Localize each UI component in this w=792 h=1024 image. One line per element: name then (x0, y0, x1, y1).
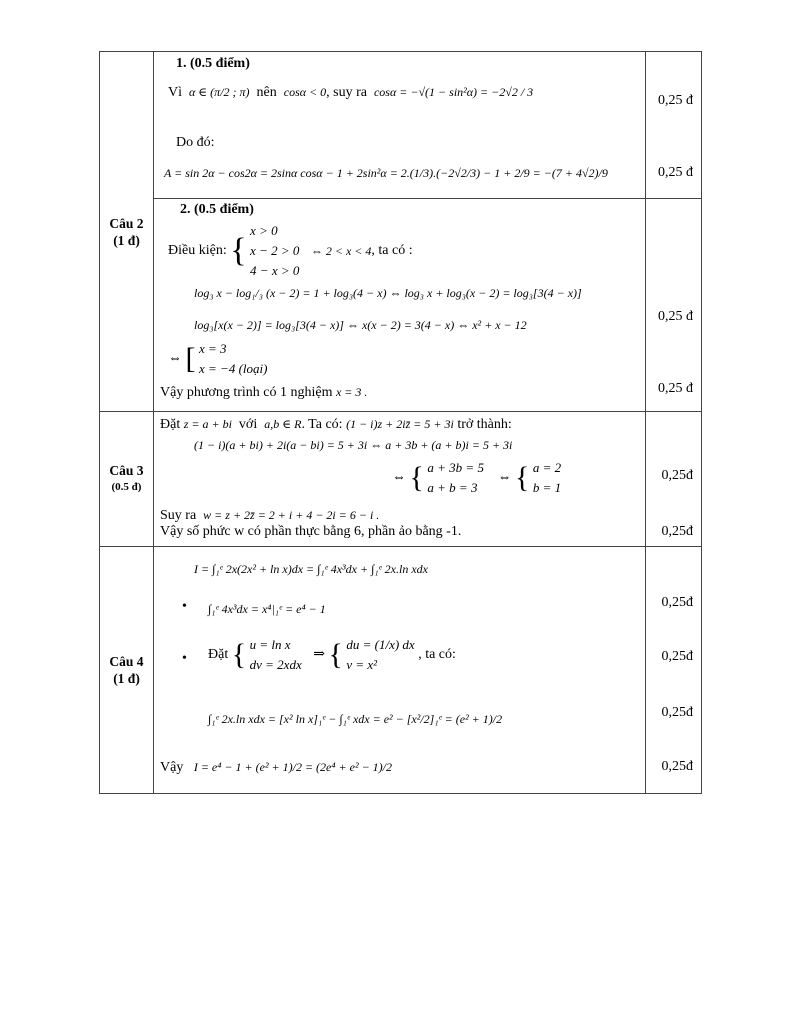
sysA-eq2: a + b = 3 (427, 480, 478, 495)
left-brace-2: { (328, 638, 343, 671)
suyra-text: Suy ra (160, 508, 197, 523)
cau4-integral-split: I = ∫₁ᵉ 2x(2x² + ln x)dx = ∫₁ᵉ 4x³dx + ∫₁ᵉ 2x.ln xdx (194, 562, 428, 576)
cau4-label: Câu 4 (109, 654, 144, 669)
cau3-systems (392, 458, 561, 498)
cau3-row (100, 412, 702, 547)
alpha-condition: α ∈ (π/2 ; π) (189, 85, 250, 99)
cond-1: x > 0 (250, 223, 278, 238)
cau2-points: (1 đ) (113, 232, 140, 248)
case-2: x = −4 (loại) (199, 361, 268, 376)
conclusion-value: x = 3 . (335, 385, 368, 399)
dieukien-text: Điều kiện: (168, 243, 227, 258)
cau4-score2: 0,25đ (661, 649, 693, 664)
cau3-score1: 0,25đ (661, 468, 693, 483)
left-brace-2: { (514, 461, 530, 494)
case-1: x = 3 (199, 341, 227, 356)
cau2-p1-line1 (168, 84, 533, 101)
sysB-eq2: b = 1 (532, 480, 562, 495)
sub-u: u = ln x (249, 637, 291, 652)
cau3-content (154, 412, 646, 547)
substitution-system (250, 635, 302, 675)
cau2-p2-score2: 0,25 đ (658, 381, 693, 396)
cau2-part2-scores (646, 199, 702, 412)
suyra-text: , suy ra (326, 85, 367, 100)
equiv-symbol: ⇔ (392, 470, 406, 485)
condition-system (250, 221, 299, 281)
cau2-label-cell (100, 52, 154, 412)
cau3-line1 (160, 416, 512, 433)
cau3-conclusion: Vậy số phức w có phần thực bằng 6, phần ảo bằng -1. (160, 524, 462, 539)
taco-text: , ta có: (418, 647, 456, 662)
cau4-conclusion (160, 759, 392, 776)
left-brace: { (231, 638, 247, 671)
vi-text: Vì (168, 85, 182, 100)
left-bracket: [ (185, 342, 196, 375)
solution-table (99, 51, 702, 794)
z-def: z = a + bi (183, 417, 232, 431)
cos-negative: cosα < 0 (283, 85, 327, 99)
cau2-part2-row (100, 199, 702, 412)
cau2-p2-log-eq2: log₃[x(x − 2)] = log₃[3(4 − x)] ⇔ x(x − 2) = 3(4 − x) ⇔ x² + x − 12 (194, 318, 527, 332)
ab-domain: a,b ∈ R (264, 417, 302, 431)
conclusion-text: Vậy phương trình có 1 nghiệm (160, 385, 333, 400)
cau2-p2-score1: 0,25 đ (658, 309, 693, 324)
cau4-points: (1 đ) (113, 671, 140, 686)
cau4-parts-integral: ∫₁ᵉ 2x.ln xdx = [x² ln x]₁ᵉ − ∫₁ᵉ xdx = e² − [x²/2]₁ᵉ = (e² + 1)/2 (208, 712, 503, 726)
bullet-2: • (182, 651, 187, 666)
w-expression: w = z + 2z̄ = 2 + i + 4 − 2i = 6 − i . (203, 508, 380, 522)
cau2-p2-log-eq1: log₃ x − log₁/₃ (x − 2) = 1 + log₃(4 − x) ⇔ log₃ x + log₃(x − 2) = log₃[3(4 − x)] (194, 286, 582, 300)
bullet-1: • (182, 599, 187, 614)
equiv-symbol-2: ⇔ (497, 470, 512, 485)
cos-expression: cosα = −√(1 − sin²α) = −2√2 / 3 (373, 85, 534, 99)
cau3-score2: 0,25đ (661, 524, 693, 539)
cau2-p1-score2: 0,25 đ (658, 165, 693, 180)
implies-symbol: ⇒ (313, 647, 325, 662)
cau4-score3: 0,25đ (661, 705, 693, 720)
cau2-part1-scores (646, 52, 702, 199)
cau2-label: Câu 2 (109, 215, 144, 231)
system-A (427, 458, 484, 498)
cau2-p2-condition (168, 221, 413, 281)
taco-text: , ta có : (371, 243, 413, 258)
left-brace: { (409, 461, 424, 494)
I-result: I = e⁴ − 1 + (e² + 1)/2 = (2e⁴ + e² − 1)/2 (193, 760, 393, 774)
cau2-part1-row (100, 52, 702, 199)
complex-equation: (1 − i)z + 2iz̄ = 5 + 3i (346, 417, 454, 431)
cau4-row (100, 547, 702, 794)
cau2-part1-content (154, 52, 646, 199)
cau3-label-cell (100, 412, 154, 547)
cau3-label: Câu 3 (109, 463, 144, 478)
cond-2: x − 2 > 0 (250, 243, 300, 258)
derived-system (346, 635, 414, 675)
sysB-eq1: a = 2 (532, 460, 562, 475)
cau4-label-cell (100, 547, 154, 794)
cau3-line2: (1 − i)(a + bi) + 2i(a − bi) = 5 + 3i ⇔ a + 3b + (a + b)i = 5 + 3i (194, 438, 513, 452)
trothanh-text: trở thành: (457, 417, 512, 432)
cau2-p1-expression-A: A = sin 2α − cos2α = 2sinα cosα − 1 + 2sin²α = 2.(1/3).(−2√2/3) − 1 + 2/9 = −(7 + 4√2)/9 (164, 166, 608, 180)
cau2-doda: Do đó: (176, 135, 215, 150)
cau3-points: (0.5 đ) (111, 481, 142, 493)
cau2-p1-score1: 0,25 đ (658, 93, 693, 108)
cau2-part2-title: 2. (0.5 điểm) (180, 202, 254, 217)
cau4-bullet1-expr: ∫₁ᵉ 4x³dx = x⁴|₁ᵉ = e⁴ − 1 (208, 602, 326, 616)
cond-3: 4 − x > 0 (250, 263, 300, 278)
cau2-part1-title: 1. (0.5 điểm) (176, 56, 250, 71)
cau3-suyra-line (160, 507, 379, 524)
sub-dv: dv = 2xdx (249, 657, 302, 672)
cau2-part2-content (154, 199, 646, 412)
taco-text: . Ta có: (301, 417, 343, 432)
cau2-p2-cases (168, 339, 267, 379)
dat-text: Đặt (208, 647, 229, 662)
vay-text: Vậy (160, 760, 184, 775)
left-brace: { (230, 232, 247, 269)
cau4-score1: 0,25đ (661, 595, 693, 610)
cau4-bullet2 (208, 635, 456, 675)
derived-v: v = x² (346, 657, 378, 672)
voi-text: với (238, 417, 258, 432)
cau4-scores (646, 547, 702, 794)
cau2-p2-conclusion (160, 384, 367, 401)
derived-du: du = (1/x) dx (346, 637, 415, 652)
cau4-content (154, 547, 646, 794)
nen-text: nên (256, 85, 277, 100)
case-system (199, 339, 267, 379)
cau4-score4: 0,25đ (661, 759, 693, 774)
sysA-eq1: a + 3b = 5 (427, 460, 484, 475)
cau3-scores (646, 412, 702, 547)
equiv-symbol: ⇔ (168, 351, 182, 366)
system-B (533, 458, 561, 498)
domain-result: ⇔ 2 < x < 4 (310, 244, 372, 258)
dat-text: Đặt (160, 417, 181, 432)
